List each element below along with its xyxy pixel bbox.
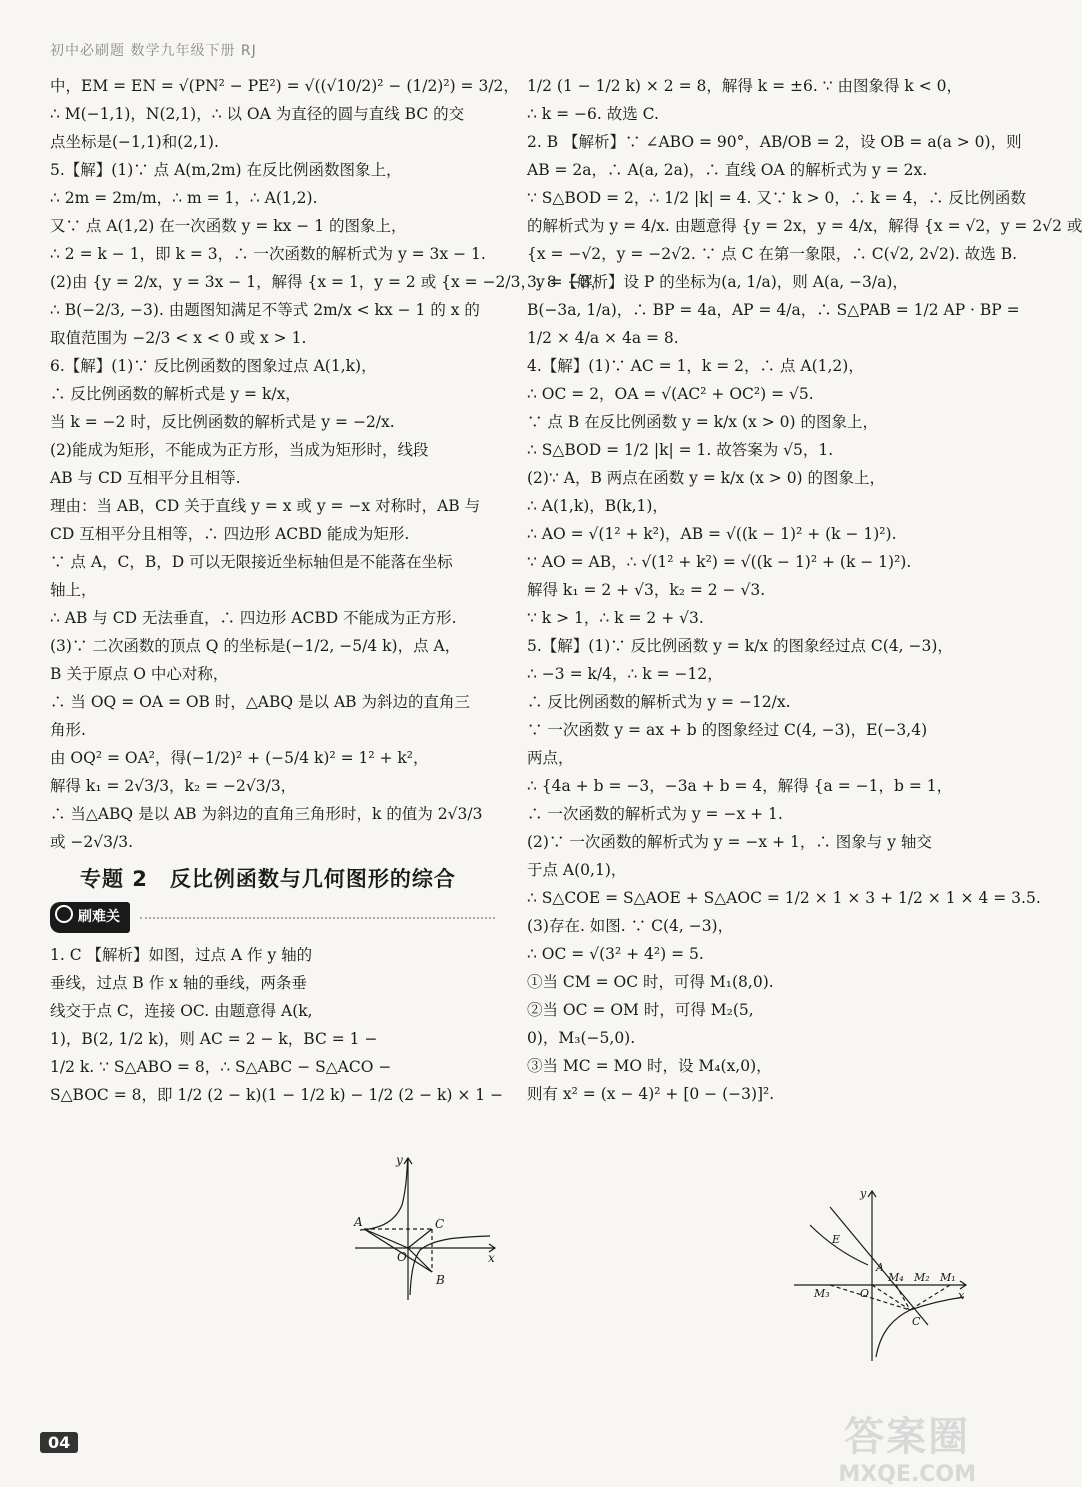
fig2-label-C: C <box>912 1315 921 1328</box>
text-line: AB 与 CD 互相平分且相等. <box>50 469 241 487</box>
text-line: 中，EM = EN = √(PN² − PE²) = √((√10/2)² − (1/2)²) = 3/2， <box>50 77 519 95</box>
text-line: 理由：当 AB，CD 关于直线 y = x 或 y = −x 对称时，AB 与 <box>50 497 481 515</box>
text-line: 1/2 (1 − 1/2 k) × 2 = 8，解得 k = ±6. ∵ 由图象得 k < 0， <box>527 77 963 95</box>
text-line: ∵ 点 B 在反比例函数 y = k/x (x > 0) 的图象上， <box>527 413 878 431</box>
text-line: ∴ M(−1,1)，N(2,1)，∴ 以 OA 为直径的圆与直线 BC 的交 <box>50 105 465 123</box>
text-line: 取值范围为 −2/3 < x < 0 或 x > 1. <box>50 329 307 347</box>
text-line: (2)由 {y = 2/x，y = 3x − 1，解得 {x = 1，y = 2 或 {x = −2/3，y = −3， <box>50 273 606 291</box>
text-line: B 关于原点 O 中心对称， <box>50 665 229 683</box>
text-line: ∴ 当△ABQ 是以 AB 为斜边的直角三角形时，k 的值为 2√3/3 <box>50 805 483 823</box>
text-line: (2)∵ 一次函数的解析式为 y = −x + 1，∴ 图象与 y 轴交 <box>527 833 932 851</box>
page-number: 04 <box>40 1432 78 1453</box>
text-line: ∴ 反比例函数的解析式为 y = −12/x. <box>527 693 791 711</box>
text-line: ①当 CM = OC 时，可得 M₁(8,0). <box>527 973 774 991</box>
fig1-label-O: O <box>397 1250 407 1264</box>
text-line: ③当 MC = MO 时，设 M₄(x,0)， <box>527 1057 772 1075</box>
badge-row <box>50 902 495 933</box>
text-line: 6.【解】(1)∵ 反比例函数的图象过点 A(1,k)， <box>50 357 377 375</box>
fig2-label-O: O <box>860 1287 870 1300</box>
text-line: 垂线，过点 B 作 x 轴的垂线，两条垂 <box>50 974 307 992</box>
text-line: 1)，B(2, 1/2 k)，则 AC = 2 − k，BC = 1 − <box>50 1030 378 1048</box>
fig2-label-M4: M₄ <box>888 1271 904 1284</box>
text-line: 5.【解】(1)∵ 点 A(m,2m) 在反比例函数图象上， <box>50 161 402 179</box>
text-line: ∵ 点 A，C，B，D 可以无限接近坐标轴但是不能落在坐标 <box>50 553 453 571</box>
text-line: 或 −2√3/3. <box>50 833 134 851</box>
text-line: ∴ A(1,k)，B(k,1)， <box>527 497 668 515</box>
fig2-label-y: y <box>860 1187 867 1200</box>
text-line: ∴ 当 OQ = OA = OB 时，△ABQ 是以 AB 为斜边的直角三 <box>50 693 470 711</box>
text-line: 两点， <box>527 749 574 767</box>
right-column <box>527 74 1082 1110</box>
text-line: S△BOC = 8，即 1/2 (2 − k)(1 − 1/2 k) − 1/2 (2 − k) × 1 − <box>50 1086 504 1104</box>
fig1-label-x: x <box>488 1251 495 1265</box>
text-line: ∵ 一次函数 y = ax + b 的图象经过 C(4, −3)，E(−3,4) <box>527 721 928 739</box>
text-line: CD 互相平分且相等，∴ 四边形 ACBD 能成为矩形. <box>50 525 410 543</box>
difficulty-badge: 刷难关 <box>50 902 130 933</box>
text-line: ∴ −3 = k/4，∴ k = −12， <box>527 665 723 683</box>
dotted-divider <box>140 917 495 919</box>
running-header: 初中必刷题 数学九年级下册 RJ <box>50 43 257 59</box>
text-line: 由 OQ² = OA²，得(−1/2)² + (−5/4 k)² = 1² + k²， <box>50 749 429 767</box>
text-line: 0)，M₃(−5,0). <box>527 1029 636 1047</box>
fig2-label-E: E <box>832 1233 841 1246</box>
section-title: 专题 2 反比例函数与几何图形的综合 <box>80 867 456 891</box>
text-line: ∵ AO = AB，∴ √(1² + k²) = √((k − 1)² + (k − 1)²). <box>527 553 912 571</box>
text-line: ∴ B(−2/3, −3). 由题图知满足不等式 2m/x < kx − 1 的 x 的 <box>50 301 480 319</box>
watermark <box>838 1405 976 1487</box>
text-line: ∴ S△COE = S△AOE + S△AOC = 1/2 × 1 × 3 + 1/2 × 1 × 4 = 3.5. <box>527 889 1041 907</box>
text-line: 线交于点 C，连接 OC. 由题意得 A(k, <box>50 1002 313 1020</box>
text-line: ∴ 2m = 2m/m，∴ m = 1，∴ A(1,2). <box>50 189 318 207</box>
text-line: (2)能成为矩形，不能成为正方形，当成为矩形时，线段 <box>50 441 429 459</box>
text-line: ∴ k = −6. 故选 C. <box>527 105 659 123</box>
fig2-label-M2: M₂ <box>914 1271 930 1284</box>
text-line: 的解析式为 y = 4/x. 由题意得 {y = 2x，y = 4/x，解得 {x = √2，y = 2√2 或 <box>527 217 1082 235</box>
fig2-label-M3: M₃ <box>814 1287 830 1300</box>
text-line: 3. 8 【解析】设 P 的坐标为(a, 1/a)，则 A(a, −3/a)， <box>527 273 908 291</box>
text-line: ∴ 2 = k − 1，即 k = 3，∴ 一次函数的解析式为 y = 3x − 1. <box>50 245 486 263</box>
figure-2-graph <box>790 1185 970 1365</box>
text-line: 当 k = −2 时，反比例函数的解析式是 y = −2/x. <box>50 413 395 431</box>
text-line: ∴ OC = √(3² + 4²) = 5. <box>527 945 704 963</box>
text-line: ∵ k > 1，∴ k = 2 + √3. <box>527 609 704 627</box>
text-line: 轴上， <box>50 581 97 599</box>
text-line: 5.【解】(1)∵ 反比例函数 y = k/x 的图象经过点 C(4, −3)， <box>527 637 953 655</box>
watermark-text: 答案圈 <box>844 1414 971 1460</box>
fig2-label-x: x <box>958 1289 965 1302</box>
fig1-label-y: y <box>396 1153 403 1167</box>
fig1-label-C: C <box>435 1217 445 1231</box>
text-line: 2. B 【解析】∵ ∠ABO = 90°，AB/OB = 2，设 OB = a(a > 0)，则 <box>527 133 1022 151</box>
text-line: 解得 k₁ = 2√3/3，k₂ = −2√3/3， <box>50 777 297 795</box>
text-line: 1/2 × 4/a × 4a = 8. <box>527 329 679 347</box>
text-line: (3)∵ 二次函数的顶点 Q 的坐标是(−1/2, −5/4 k)，点 A， <box>50 637 461 655</box>
fig1-label-B: B <box>436 1273 445 1287</box>
text-line: (2)∵ A，B 两点在函数 y = k/x (x > 0) 的图象上， <box>527 469 886 487</box>
fig1-label-A: A <box>354 1215 363 1229</box>
fig2-label-M1: M₁ <box>940 1271 956 1284</box>
watermark-url: MXQE.COM <box>838 1462 976 1487</box>
right-answers <box>527 74 1082 1107</box>
left-answers-bottom <box>50 943 504 1108</box>
text-line: ∵ S△BOD = 2，∴ 1/2 |k| = 4. 又∵ k > 0，∴ k = 4，∴ 反比例函数 <box>527 189 1026 207</box>
text-line: ∴ {4a + b = −3，−3a + b = 4，解得 {a = −1，b = 1， <box>527 777 953 795</box>
text-line: ∴ 反比例函数的解析式是 y = k/x， <box>50 385 301 403</box>
text-line: 又∵ 点 A(1,2) 在一次函数 y = kx − 1 的图象上， <box>50 217 407 235</box>
text-line: {x = −√2，y = −2√2. ∵ 点 C 在第一象限，∴ C(√2, 2√2). 故选 B. <box>527 245 1018 263</box>
text-line: 点坐标是(−1,1)和(2,1). <box>50 133 219 151</box>
figure-1-graph <box>350 1150 500 1305</box>
text-line: 解得 k₁ = 2 + √3，k₂ = 2 − √3. <box>527 581 766 599</box>
text-line: ∴ S△BOD = 1/2 |k| = 1. 故答案为 √5，1. <box>527 441 834 459</box>
text-line: 4.【解】(1)∵ AC = 1，k = 2，∴ 点 A(1,2)， <box>527 357 864 375</box>
text-line: 角形. <box>50 721 86 739</box>
text-line: B(−3a, 1/a)，∴ BP = 4a，AP = 4/a，∴ S△PAB = 1/2 AP · BP = <box>527 301 1020 319</box>
text-line: ∴ AB 与 CD 无法垂直，∴ 四边形 ACBD 不能成为正方形. <box>50 609 457 627</box>
text-line: ∴ AO = √(1² + k²)，AB = √((k − 1)² + (k − 1)²). <box>527 525 897 543</box>
text-line: ∴ 一次函数的解析式为 y = −x + 1. <box>527 805 783 823</box>
text-line: 1. C 【解析】如图，过点 A 作 y 轴的 <box>50 946 313 964</box>
fig2-label-A: A <box>876 1261 884 1274</box>
text-line: 1/2 k. ∵ S△ABO = 8，∴ S△ABC − S△ACO − <box>50 1058 392 1076</box>
text-line: 于点 A(0,1)， <box>527 861 627 879</box>
text-line: AB = 2a，∴ A(a, 2a)，∴ 直线 OA 的解析式为 y = 2x. <box>527 161 928 179</box>
text-line: (3)存在. 如图. ∵ C(4, −3)， <box>527 917 734 935</box>
text-line: ∴ OC = 2，OA = √(AC² + OC²) = √5. <box>527 385 814 403</box>
text-line: 则有 x² = (x − 4)² + [0 − (−3)]². <box>527 1085 775 1103</box>
text-line: ②当 OC = OM 时，可得 M₂(5, <box>527 1001 754 1019</box>
